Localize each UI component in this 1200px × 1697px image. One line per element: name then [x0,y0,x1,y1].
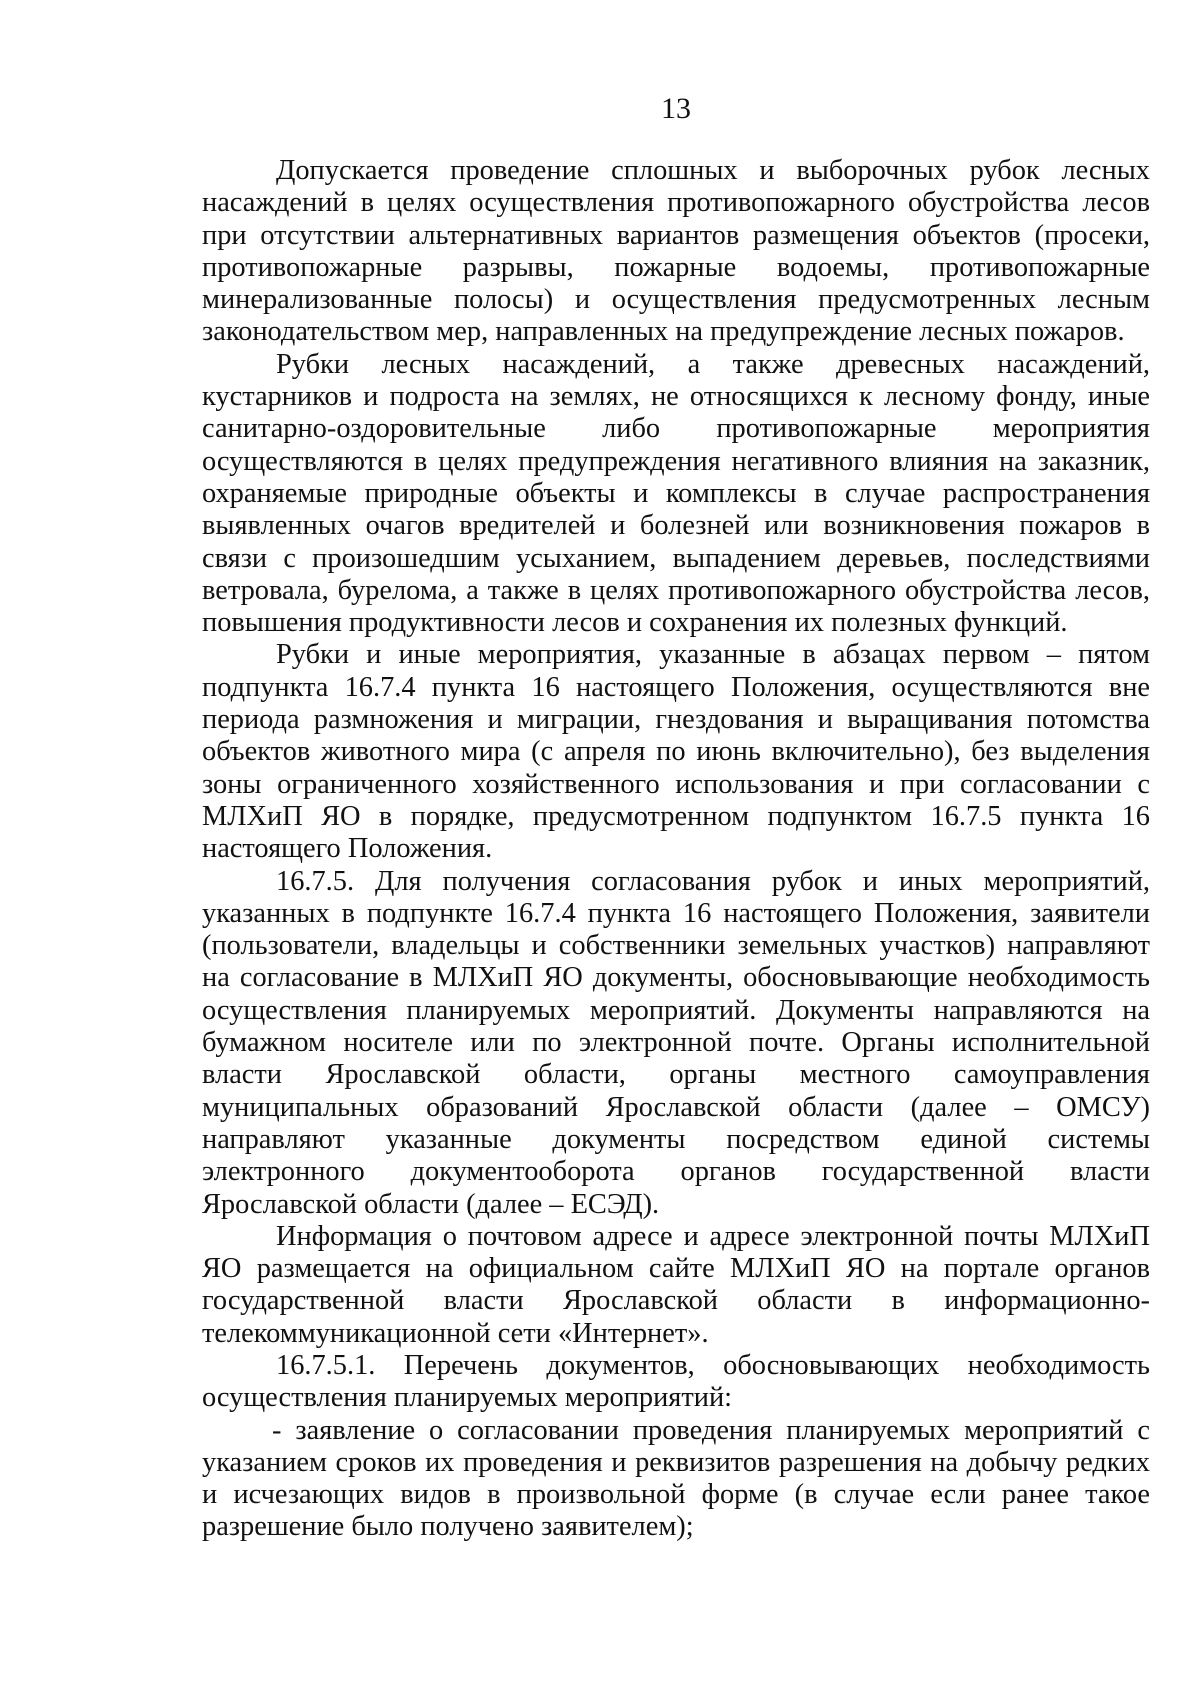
page-number: 13 [661,92,691,125]
paragraph-approval-procedure: 16.7.5. Для получения согласования рубок и иных мероприятий, указанных в подпункте 16.7.4 пункта 16 настоящего Положения, заявители (пользователи, владельцы и собственники земельных участков) направляют на согласование в МЛХиП ЯО документы, обосновывающие необходимость осуществления планируемых мероприятий. Документы направляются на бумажном носителе или по электронной почте. Органы исполнительной власти Ярославской области, органы местного самоуправления муниципальных образований Ярославской области (далее – ОМСУ) направляют указанные документы посредством единой системы электронного документооборота органов государственной власти Ярославской области (далее – ЕСЭД). [202,865,1150,1220]
paragraph-contact-information: Информация о почтовом адресе и адресе электронной почты МЛХиП ЯО размещается на официальном сайте МЛХиП ЯО на портале органов государственной власти Ярославской области в информационно-телекоммуникационной сети «Интернет». [202,1220,1150,1349]
paragraph-timing-restrictions: Рубки и иные мероприятия, указанные в абзацах первом – пятом подпункта 16.7.4 пункта 16 настоящего Положения, осуществляются вне периода размножения и миграции, гнездования и выращивания потомства объектов животного мира (с апреля по июнь включительно), без выделения зоны ограниченного хозяйственного использования и при согласовании с МЛХиП ЯО в порядке, предусмотренном подпунктом 16.7.5 пункта 16 настоящего Положения. [202,639,1150,865]
paragraph-clearcutting-permitted: Допускается проведение сплошных и выборочных рубок лесных насаждений в целях осуществления противопожарного обустройства лесов при отсутствии альтернативных вариантов размещения объектов (просеки, противопожарные разрывы, пожарные водоемы, противопожарные минерализованные полосы) и осуществления предусмотренных лесным законодательством мер, направленных на предупреждение лесных пожаров. [202,155,1150,348]
paragraph-sanitary-measures: Рубки лесных насаждений, а также древесных насаждений, кустарников и подроста на землях, не относящихся к лесному фонду, иные санитарно-оздоровительные либо противопожарные мероприятия осуществляются в целях предупреждения негативного влияния на заказник, охраняемые природные объекты и комплексы в случае распространения выявленных очагов вредителей и болезней или возникновения пожаров в связи с произошедшим усыханием, выпадением деревьев, последствиями ветровала, бурелома, а также в целях противопожарного обустройства лесов, повышения продуктивности лесов и сохранения их полезных функций. [202,348,1150,639]
document-body [202,155,1150,1544]
paragraph-documents-list-intro: 16.7.5.1. Перечень документов, обосновывающих необходимость осуществления планируемых мероприятий: [202,1349,1150,1414]
list-item-application: - заявление о согласовании проведения планируемых мероприятий с указанием сроков их проведения и реквизитов разрешения на добычу редких и исчезающих видов в произвольной форме (в случае если ранее такое разрешение было получено заявителем); [202,1414,1150,1543]
